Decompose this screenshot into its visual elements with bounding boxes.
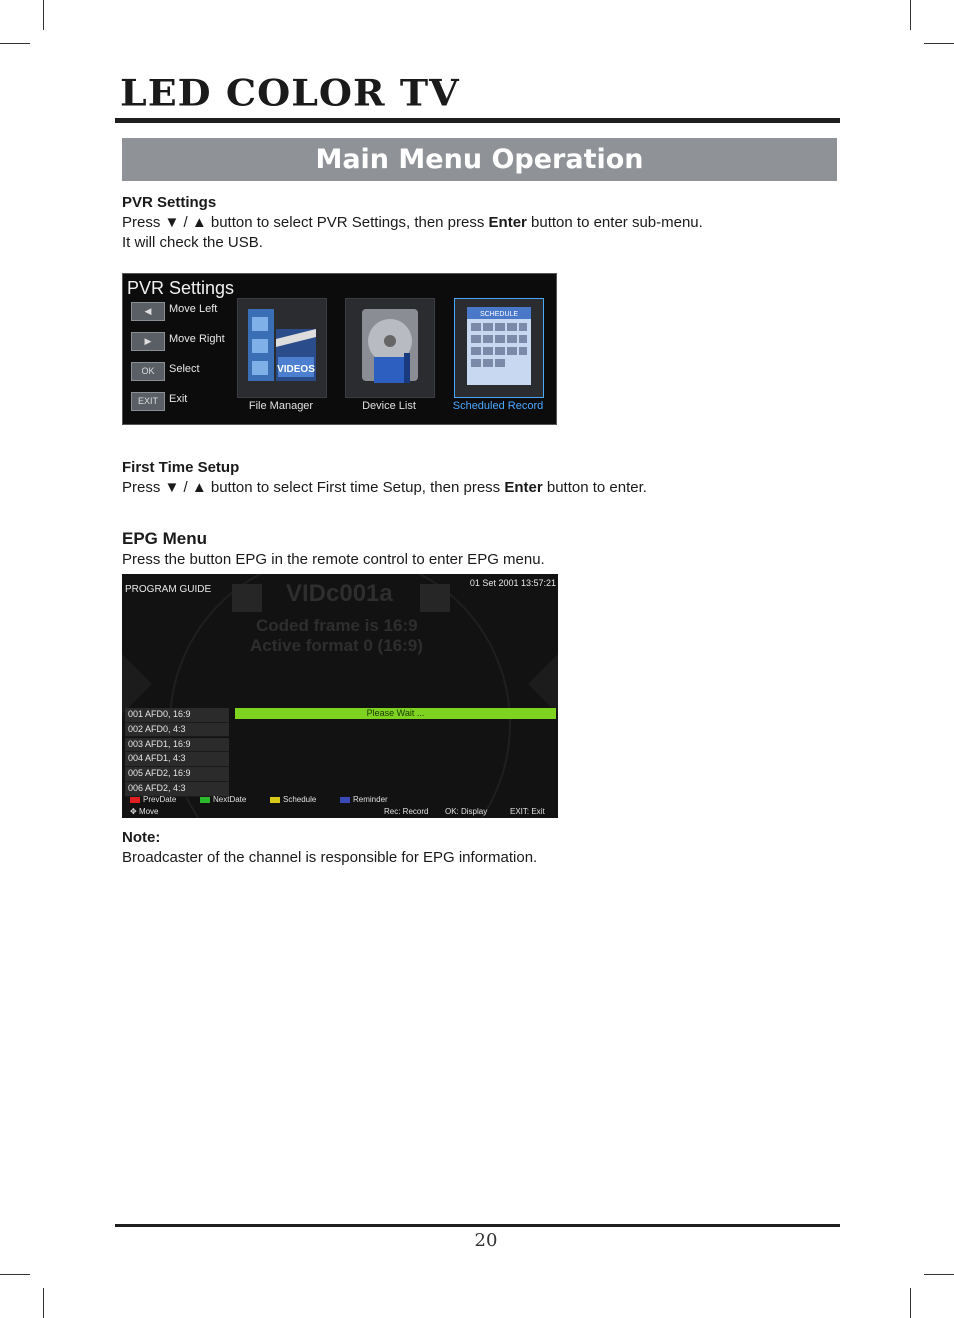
pvr-instruction bbox=[122, 214, 703, 231]
right-key-icon: ▶ bbox=[131, 332, 165, 351]
key-label: Exit bbox=[169, 393, 188, 405]
legend-schedule bbox=[270, 795, 316, 804]
ok-key-icon: OK bbox=[131, 362, 165, 381]
text-part: button to enter sub-menu. bbox=[526, 214, 703, 231]
left-key-icon: ◀ bbox=[131, 302, 165, 321]
crop-mark bbox=[43, 1288, 44, 1318]
legend-prevdate bbox=[130, 795, 176, 804]
tile-label-selected: Scheduled Record bbox=[452, 400, 544, 412]
pvr-screen-title: PVR Settings bbox=[127, 278, 235, 298]
list-item[interactable]: 005 AFD2, 16:9 bbox=[125, 767, 229, 782]
epg-channel-list bbox=[125, 708, 229, 797]
epg-ok-hint: OK: Display bbox=[445, 807, 488, 816]
crop-mark bbox=[910, 1288, 911, 1318]
crop-mark bbox=[910, 0, 911, 30]
key-row bbox=[131, 332, 241, 352]
crop-mark bbox=[0, 43, 30, 44]
epg-heading: EPG Menu bbox=[122, 529, 208, 548]
epg-exit-hint: EXIT: Exit bbox=[510, 807, 545, 816]
legend-nextdate bbox=[200, 795, 246, 804]
key-label: Select bbox=[169, 363, 200, 375]
epg-rec-hint: Rec: Record bbox=[384, 807, 429, 816]
epg-datetime: 01 Set 2001 13:57:21 bbox=[469, 578, 556, 588]
green-key-icon bbox=[200, 797, 210, 803]
page-number: 20 bbox=[474, 1230, 498, 1251]
epg-move-hint bbox=[130, 807, 159, 816]
legend-label: Reminder bbox=[353, 795, 388, 804]
epg-bg-text: VIDc001a bbox=[286, 580, 393, 607]
list-item[interactable]: 001 AFD0, 16:9 bbox=[125, 708, 229, 723]
brand-title: LED COLOR TV bbox=[120, 71, 460, 114]
pvr-note: It will check the USB. bbox=[122, 234, 263, 251]
section-banner: Main Menu Operation bbox=[122, 138, 837, 181]
videos-label: VIDEOS bbox=[277, 364, 315, 375]
list-item[interactable]: 003 AFD1, 16:9 bbox=[125, 738, 229, 753]
key-label: Move Right bbox=[169, 333, 225, 345]
crop-mark bbox=[0, 1274, 30, 1275]
legend-label: PrevDate bbox=[143, 795, 177, 804]
note-text: Broadcaster of the channel is responsible for EPG information. bbox=[122, 849, 538, 866]
key-row bbox=[131, 392, 241, 412]
exit-key-icon: EXIT bbox=[131, 392, 165, 411]
key-row bbox=[131, 302, 241, 322]
file-manager-tile[interactable] bbox=[237, 298, 327, 398]
film-folder-icon bbox=[238, 299, 326, 397]
epg-instruction: Press the button EPG in the remote control to enter EPG menu. bbox=[122, 551, 545, 568]
crop-mark bbox=[924, 1274, 954, 1275]
epg-bg-text: Coded frame is 16:9 bbox=[256, 616, 418, 635]
crop-mark bbox=[924, 43, 954, 44]
text-bold: Enter bbox=[504, 479, 543, 496]
schedule-calendar-icon bbox=[455, 299, 543, 397]
epg-title: PROGRAM GUIDE bbox=[125, 584, 212, 595]
footer-rule bbox=[115, 1224, 840, 1227]
tile-label: Device List bbox=[362, 400, 416, 412]
yellow-key-icon bbox=[270, 797, 280, 803]
device-list-tile[interactable] bbox=[345, 298, 435, 398]
crop-mark bbox=[43, 0, 44, 30]
text-part: Press ▼ / ▲ button to select PVR Settings, then press bbox=[122, 214, 489, 231]
move-arrows-icon: ✥ bbox=[130, 807, 139, 816]
blue-key-icon bbox=[340, 797, 350, 803]
schedule-label: SCHEDULE bbox=[479, 311, 519, 318]
epg-status-bar: Please Wait ... bbox=[235, 708, 556, 719]
scheduled-record-tile[interactable] bbox=[454, 298, 544, 398]
epg-bg-text: Active format 0 (16:9) bbox=[250, 636, 423, 655]
pvr-heading: PVR Settings bbox=[122, 194, 217, 211]
legend-label: NextDate bbox=[213, 795, 247, 804]
legend-reminder bbox=[340, 795, 388, 804]
epg-screenshot bbox=[122, 574, 558, 818]
tile-label: File Manager bbox=[248, 400, 314, 412]
text-bold: Enter bbox=[488, 214, 527, 231]
red-key-icon bbox=[130, 797, 140, 803]
note-heading: Note: bbox=[122, 829, 161, 846]
key-row bbox=[131, 362, 241, 382]
hint-label: Move bbox=[138, 807, 159, 816]
text-part: Press ▼ / ▲ button to select First time Setup, then press bbox=[122, 479, 505, 496]
list-item[interactable]: 004 AFD1, 4:3 bbox=[125, 752, 229, 767]
first-time-heading: First Time Setup bbox=[122, 459, 240, 476]
header-rule bbox=[115, 118, 840, 123]
list-item[interactable]: 002 AFD0, 4:3 bbox=[125, 723, 229, 738]
text-part: button to enter. bbox=[542, 479, 647, 496]
key-label: Move Left bbox=[169, 303, 218, 315]
pvr-settings-screenshot bbox=[122, 273, 557, 425]
hard-drive-icon bbox=[346, 299, 434, 397]
list-item[interactable]: 006 AFD2, 4:3 bbox=[125, 782, 229, 797]
first-time-instruction bbox=[122, 479, 647, 496]
legend-label: Schedule bbox=[283, 795, 317, 804]
